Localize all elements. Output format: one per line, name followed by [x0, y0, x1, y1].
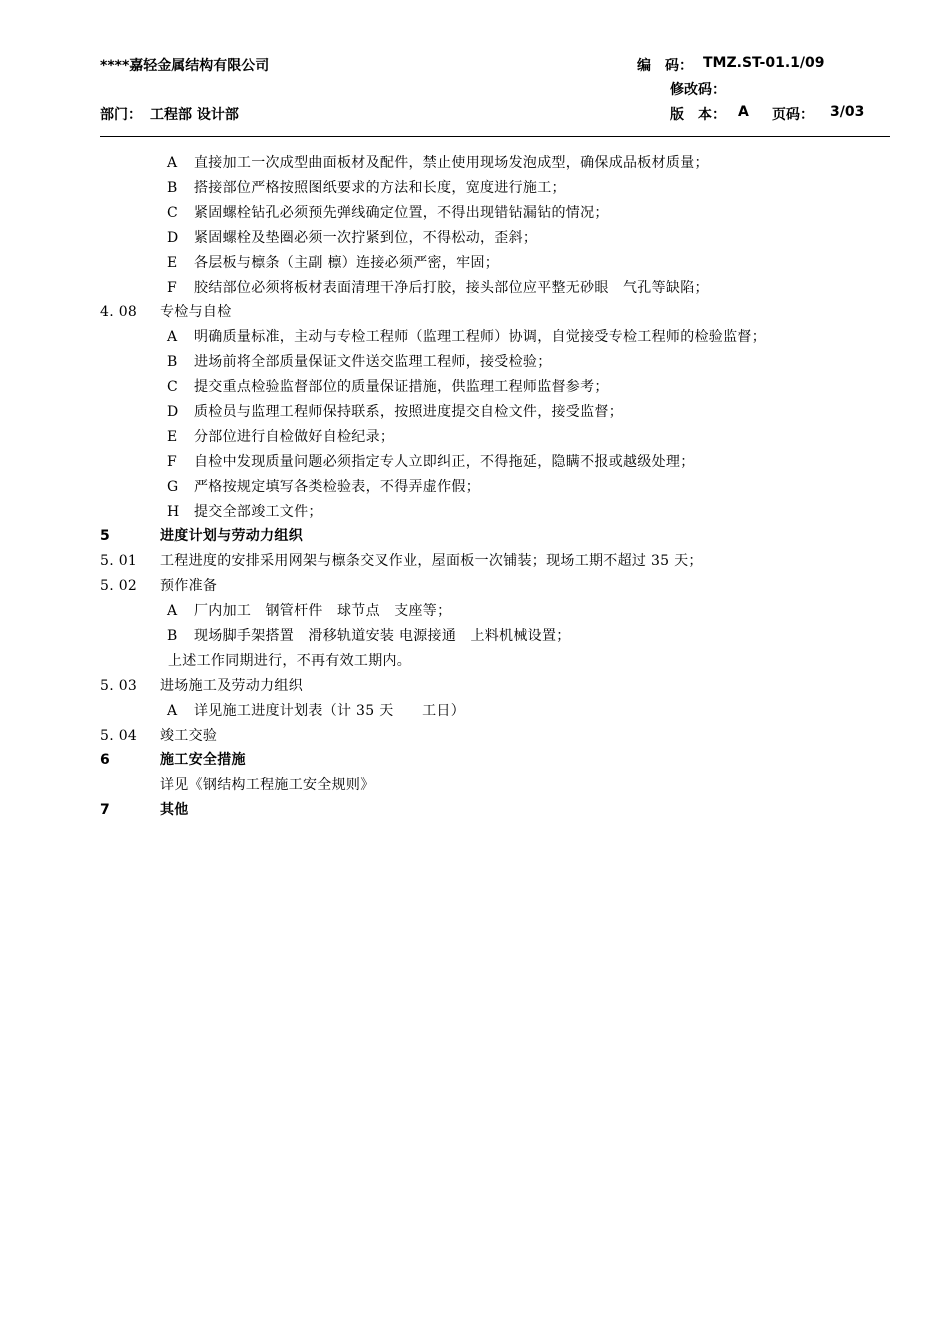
- item-text: 直接加工一次成型曲面板材及配件，禁止使用现场发泡成型，确保成品板材质量；: [194, 155, 709, 171]
- department-value: 工程部 设计部: [150, 107, 239, 123]
- section-title: 专检与自检: [160, 304, 232, 320]
- item-label: G: [167, 479, 179, 495]
- item-label: C: [167, 379, 179, 395]
- code-value: TMZ.ST-01.1/09: [703, 55, 825, 71]
- page-label: 页码：: [772, 107, 814, 123]
- item-text: 紧固螺栓及垫圈必须一次拧紧到位，不得松动，歪斜；: [194, 230, 538, 246]
- section-number: 5. 02: [100, 578, 138, 594]
- section-number: 5. 04: [100, 728, 138, 744]
- item-text: 进场前将全部质量保证文件送交监理工程师，接受检验；: [194, 354, 552, 370]
- item-label: E: [167, 429, 178, 445]
- company-name: ****嘉轻金属结构有限公司: [100, 58, 270, 74]
- version-label: 版 本：: [670, 107, 726, 123]
- version-value: A: [738, 104, 749, 120]
- item-text: 质检员与监理工程师保持联系，按照进度提交自检文件，接受监督；: [194, 404, 623, 420]
- section-number: 5. 01: [100, 553, 138, 569]
- item-text: 胶结部位必须将板材表面清理干净后打胶，接头部位应平整无砂眼 气孔等缺陷；: [194, 280, 709, 296]
- department-label: 部门：: [100, 107, 142, 123]
- section-title: 其他: [160, 802, 189, 818]
- section-number: 5. 03: [100, 678, 138, 694]
- item-label: F: [167, 454, 178, 470]
- item-text: 提交重点检验监督部位的质量保证措施，供监理工程师监督参考；: [194, 379, 609, 395]
- item-text: 严格按规定填写各类检验表，不得弄虚作假；: [194, 479, 480, 495]
- item-label: D: [167, 404, 179, 420]
- item-text: 提交全部竣工文件；: [194, 504, 323, 520]
- item-text: 分部位进行自检做好自检纪录；: [194, 429, 395, 445]
- item-label: A: [167, 703, 178, 719]
- section-text: 工程进度的安排采用网架与檩条交叉作业，屋面板一次铺装；现场工期不超过 35 天；: [160, 553, 703, 569]
- item-label: C: [167, 205, 179, 221]
- item-text: 现场脚手架搭置 滑移轨道安装 电源接通 上料机械设置；: [194, 628, 571, 644]
- section-text: 详见《钢结构工程施工安全规则》: [160, 777, 375, 793]
- item-text: 明确质量标准，主动与专检工程师（监理工程师）协调，自觉接受专检工程师的检验监督；: [194, 329, 766, 345]
- section-title: 施工安全措施: [160, 752, 246, 768]
- page-value: 3/03: [830, 104, 865, 120]
- item-label: E: [167, 255, 178, 271]
- item-label: D: [167, 230, 179, 246]
- item-text: 自检中发现质量问题必须指定专人立即纠正，不得拖延，隐瞒不报或越级处理；: [194, 454, 695, 470]
- section-title: 进度计划与劳动力组织: [160, 528, 303, 544]
- section-number: 4. 08: [100, 304, 138, 320]
- item-text: 紧固螺栓钻孔必须预先弹线确定位置，不得出现错钻漏钻的情况；: [194, 205, 609, 221]
- item-label: A: [167, 155, 178, 171]
- section-number: 6: [100, 752, 111, 768]
- section-number: 7: [100, 802, 111, 818]
- item-text: 详见施工进度计划表（计 35 天 工日）: [194, 703, 466, 719]
- code-label: 编 码：: [637, 58, 693, 74]
- item-text: 搭接部位严格按照图纸要求的方法和长度，宽度进行施工；: [194, 180, 566, 196]
- item-label: A: [167, 329, 178, 345]
- item-text: 各层板与檩条（主副 檩）连接必须严密，牢固；: [194, 255, 500, 271]
- item-label: B: [167, 628, 178, 644]
- item-label: B: [167, 354, 178, 370]
- item-label: B: [167, 180, 178, 196]
- item-text: 厂内加工 钢管杆件 球节点 支座等；: [194, 603, 452, 619]
- item-label: H: [167, 504, 180, 520]
- item-label: F: [167, 280, 178, 296]
- item-label: A: [167, 603, 178, 619]
- section-title: 预作准备: [160, 578, 218, 594]
- section-number: 5: [100, 528, 111, 544]
- header-rule: [100, 136, 890, 137]
- note-text: 上述工作同期进行，不再有效工期内。: [168, 653, 412, 669]
- section-title: 竣工交验: [160, 728, 218, 744]
- section-title: 进场施工及劳动力组织: [160, 678, 303, 694]
- revision-label: 修改码：: [670, 82, 726, 98]
